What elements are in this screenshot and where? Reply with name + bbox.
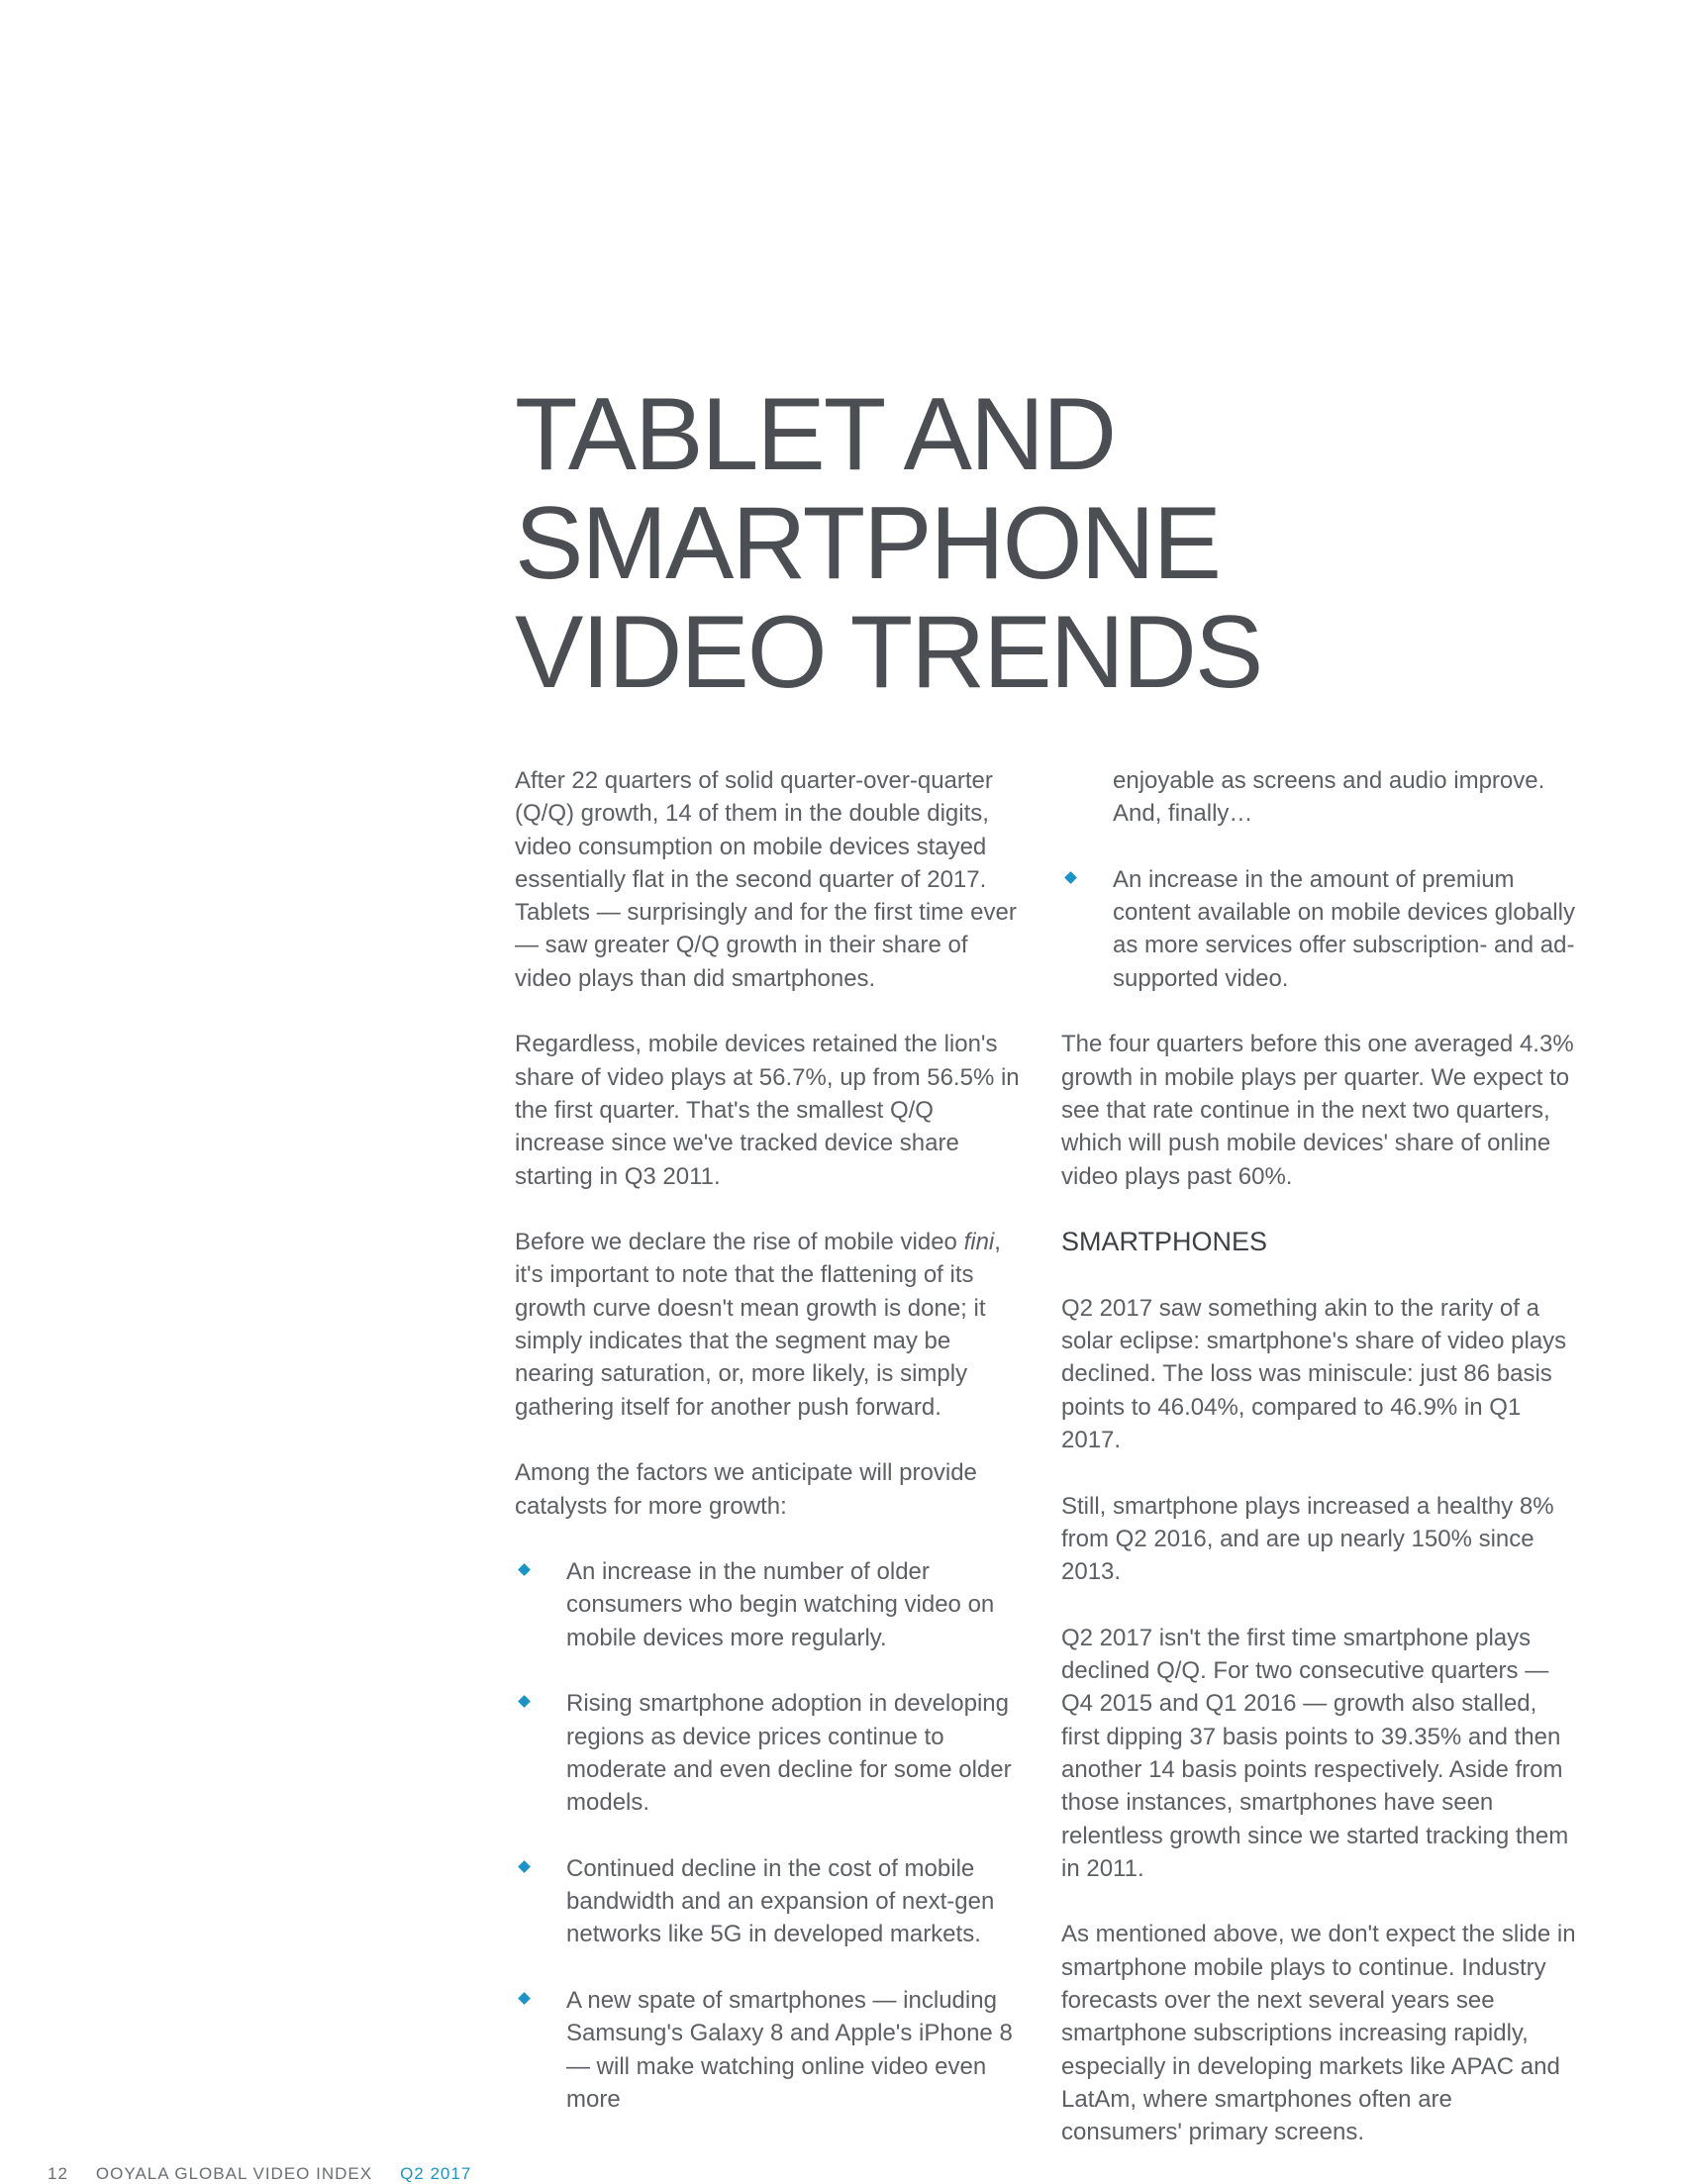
list-item <box>515 1984 1030 2116</box>
lions-share-paragraph: Regardless, mobile devices retained the lion's share of video plays at 56.7%, up from 56.5% in the first quarter. That's the smallest Q/Q increase since we've tracked device share starting in Q3 2011. <box>515 1031 1020 1190</box>
forecast-paragraph: The four quarters before this one averaged 4.3% growth in mobile plays per quarter. We expect to see that rate continue in the next two quarters, which will push mobile devices' share of online video plays past 60%. <box>1061 1031 1574 1190</box>
factors-paragraph: Among the factors we anticipate will provide catalysts for more growth: <box>515 1459 977 1520</box>
diamond-bullet-icon <box>518 1860 531 1873</box>
outlook-paragraph: As mentioned above, we don't expect the slide in smartphone mobile plays to continue. Industry forecasts over the next several years see smartphone subscriptions increasing rapidly, especially in developing markets like APAC and LatAm, where smartphones often are consumers' primary screens. <box>1061 1921 1576 2146</box>
list-continuation-text: enjoyable as screens and audio improve. And, finally… <box>1113 767 1545 828</box>
section-heading-smartphones: SMARTPHONES <box>1061 1227 1268 1257</box>
list-item <box>515 1555 1030 1654</box>
diamond-bullet-icon <box>518 1695 531 1708</box>
footer-quarter: Q2 2017 <box>400 2164 472 2183</box>
left-column <box>515 764 1030 2148</box>
fini-text-after: , it's important to note that the flattening of its growth curve doesn't mean growth is done; it simply indicates that the segment may be nearing saturation, or, more likely, is simply gathering itself for another push forward. <box>515 1229 1001 1421</box>
diamond-bullet-icon <box>518 1563 531 1576</box>
list-item-text: An increase in the amount of premium content available on mobile devices globally as more services offer subscription- and ad-supported video. <box>1113 865 1575 992</box>
fini-italic: fini <box>963 1229 995 1256</box>
title-line-3: VIDEO TRENDS <box>515 595 1262 710</box>
factors-list <box>515 1555 1030 2116</box>
decline-history-paragraph: Q2 2017 isn't the first time smartphone plays declined Q/Q. For two consecutive quarters — Q4 2015 and Q1 2016 — growth also stalled, first dipping 37 basis points to 39.35% and then another 14 basis points respectively. Aside from those instances, smartphones have seen relentless growth since we started tracking them in 2011. <box>1061 1624 1569 1882</box>
list-item-text: Continued decline in the cost of mobile bandwidth and an expansion of next-gen networks like 5G in developed markets. <box>566 1854 995 1948</box>
growth-paragraph: Still, smartphone plays increased a healthy 8% from Q2 2016, and are up nearly 150% since 2013. <box>1061 1492 1554 1586</box>
intro-paragraph: After 22 quarters of solid quarter-over-quarter (Q/Q) growth, 14 of them in the double digits, video consumption on mobile devices stayed essentially flat in the second quarter of 2017. Tablets — surprisingly and for the first time ever — saw greater Q/Q growth in their share of video plays than did smartphones. <box>515 767 1017 992</box>
fini-text-before: Before we declare the rise of mobile video <box>515 1229 964 1256</box>
page-footer <box>48 2164 471 2184</box>
page-title <box>515 377 1406 710</box>
list-item <box>1061 863 1576 995</box>
eclipse-paragraph: Q2 2017 saw something akin to the rarity of a solar eclipse: smartphone's share of video plays declined. The loss was miniscule: just 86 basis points to 46.04%, compared to 46.9% in Q1 2017. <box>1061 1294 1567 1453</box>
fini-paragraph <box>515 1226 1030 1424</box>
page-number: 12 <box>48 2164 68 2183</box>
title-line-1: TABLET AND <box>515 377 1116 492</box>
list-item-text: A new spate of smartphones — including Samsung's Galaxy 8 and Apple's iPhone 8 — will make watching online video even more <box>566 1986 1013 2113</box>
right-column <box>1061 764 1576 2182</box>
diamond-bullet-icon <box>1064 871 1077 884</box>
factors-list-continued <box>1061 863 1576 995</box>
list-item-text: An increase in the number of older consumers who begin watching video on mobile devices more regularly. <box>566 1558 995 1651</box>
list-item-text: Rising smartphone adoption in developing regions as device prices continue to moderate and even decline for some older models. <box>566 1690 1012 1817</box>
title-line-2: SMARTPHONE <box>515 486 1220 601</box>
publication-name: OOYALA GLOBAL VIDEO INDEX <box>95 2164 373 2183</box>
diamond-bullet-icon <box>518 1992 531 2005</box>
list-item <box>515 1852 1030 1951</box>
list-item <box>515 1687 1030 1819</box>
